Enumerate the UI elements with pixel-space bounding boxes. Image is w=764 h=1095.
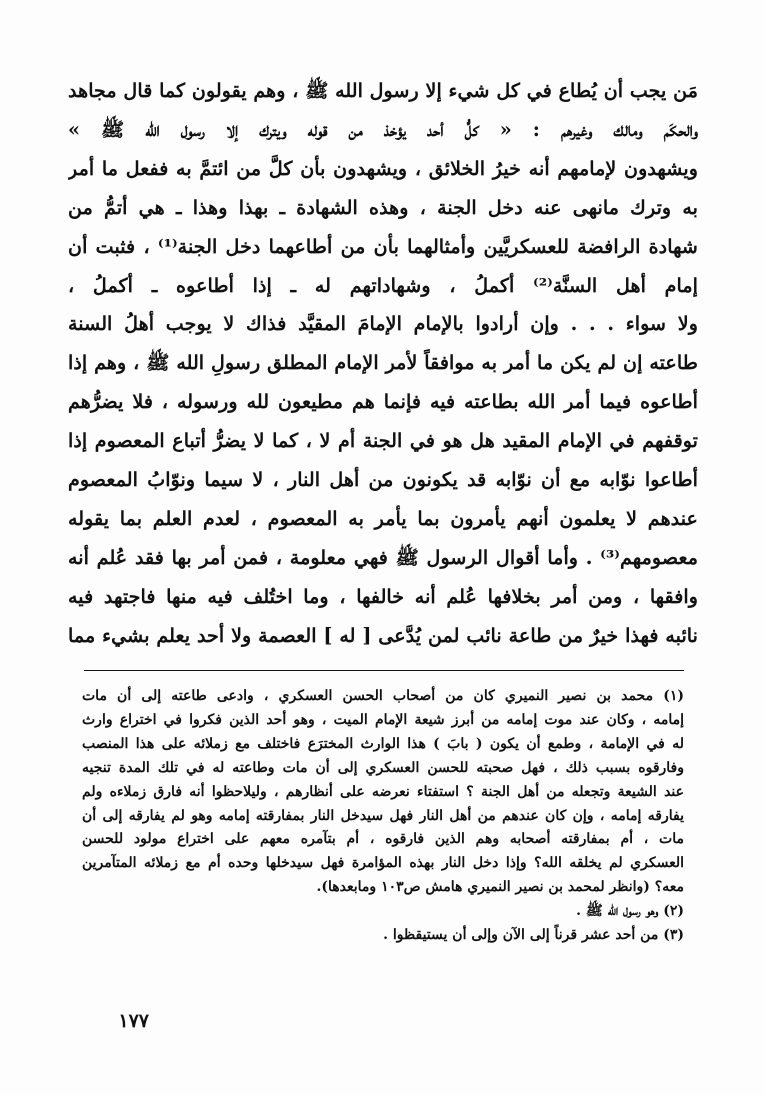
footnote-line: إمامه ، وكان عند موت إمامه من أبرز شيعة الإمام الميت ، وهو أحد الذين فكروا في اختراع وارث (82, 711, 684, 728)
text-line: توقفهم في الإمام المقيد هل هو في الجنة أم لا ، كما لا يضرُّ أتباع المعصوم إذا (68, 429, 698, 453)
footnote-line: (١) محمد بن نصير النميري كان من أصحاب الحسن العسكري ، وادعى طاعته إلى أن مات (82, 688, 684, 704)
text-line: معصومهم⁽³⁾ . وأما أقوال الرسول ﷺ فهي معلومة ، فمن أمر بها فقد عُلم أنه (68, 545, 698, 569)
text-line: ولا سواء . . . وإن أرادوا بالإمام الإمامَ المقيَّد فذاك لا يوجب أهلُ السنة (68, 312, 698, 336)
page-number: ١٧٧ (118, 1010, 149, 1032)
footnote-line: له في الإمامة ، وطمع أن يكون ( بابَ ) هذا الوارث المخترَع فاختلف مع زملائه على هذا المنصب (82, 735, 684, 752)
footnote-line: العسكري لم يخلقه الله؟ وإذا دخل النار بهذه المؤامرة فهل سيدخلها وحده أم مع زملائه المتآمرين (82, 855, 684, 872)
text-line: والحكَم ومالك وغيرهم : « كلُّ أحد يؤخذ من قوله ويترك إلا رسول الله ﷺ » (68, 117, 698, 141)
footnotes (82, 685, 684, 948)
text-line: مَن يجب أن يُطاع في كل شيء إلا رسول الله ﷺ ، وهم يقولون كما قال مجاهد (68, 79, 698, 102)
text-line: ويشهدون لإمامهم أنه خيرُ الخلائق ، ويشهدون بأن كلَّ من ائتمَّ به ففعل ما أمر (68, 156, 698, 180)
text-line: به وترك مانهى عنه دخل الجنة ، وهذه الشهادة ـ بهذا وهذا ـ هي أتمُّ من (68, 195, 698, 219)
text-line: وافقها ، ومن أمر بخلافها عُلم أنه خالفها ، وما اختُلف فيه منها فاجتهد فيه (68, 584, 698, 608)
footnote-line: وفارقوه بسبب ذلك ، فهل صحبته للحسن العسكري إلى أن مات وطاعته له في تلك المدة تنجيه (82, 759, 684, 776)
main-text (68, 72, 698, 656)
text-line: نائبه فهذا خيرٌ من طاعة نائب لمن يُدَّعى [ له ] العصمة ولا أحد يعلم بشيء مما (68, 623, 698, 647)
footnote-line: (٢) وهو رسول الله ﷺ . (576, 903, 684, 920)
text-line: أطاعوا نوّابه مع أن نوّابه قد يكونون من أهل النار ، لا سيما ونوّابُ المعصوم (68, 468, 698, 492)
text-line: طاعته إن لم يكن ما أمر به موافقاً لأمر الإمام المطلق رسولِ الله ﷺ ، وهم إذا (68, 351, 698, 375)
footnote-line: معه؟ (وانظر لمحمد بن نصير النميري هامش ص١٠٣ ومابعدها). (316, 879, 684, 896)
text-line: أطاعوه فيما أمر الله بطاعته فيه فإنما هم مطيعون لله ورسوله ، فلا يضرُّهم (68, 390, 698, 414)
footnote-line: يفارقه إمامه ، وإن كان عندهم من أهل النار فهل سيدخل النار بمفارقته إمامه وهو لم يفارقه إلى أن (82, 807, 684, 824)
footnote-line: عند الشيعة وتجعله من أهل الجنة ؟ استفتاء نعرضه على أنظارهم ، وليلاحظوا أنه فارق زملاءه ولم (82, 783, 684, 800)
footnote-divider (84, 670, 684, 671)
text-line: عندهم لا يعلمون أنهم يأمرون بما يأمر به المعصوم ، لعدم العلم بما يقوله (68, 506, 698, 530)
footnote-line: مات ، أم بمفارقته أصحابه وهم الذين فارقوه ، أم بتآمره معهم على اختراع مولود للحسن (82, 831, 684, 848)
text-line: شهادة الرافضة للعسكريَّين وأمثالهما بأن من أطاعهما دخل الجنة⁽¹⁾ ، فثبت أن (68, 234, 698, 258)
text-line: إمام أهل السنَّة⁽²⁾ أكملُ ، وشهاداتهم له ـ إذا أطاعوه ـ أكملُ ، (68, 273, 698, 297)
footnote-line: (٣) من أحد عشر قرناً إلى الآن وإلى أن يستيقظوا . (383, 927, 684, 944)
